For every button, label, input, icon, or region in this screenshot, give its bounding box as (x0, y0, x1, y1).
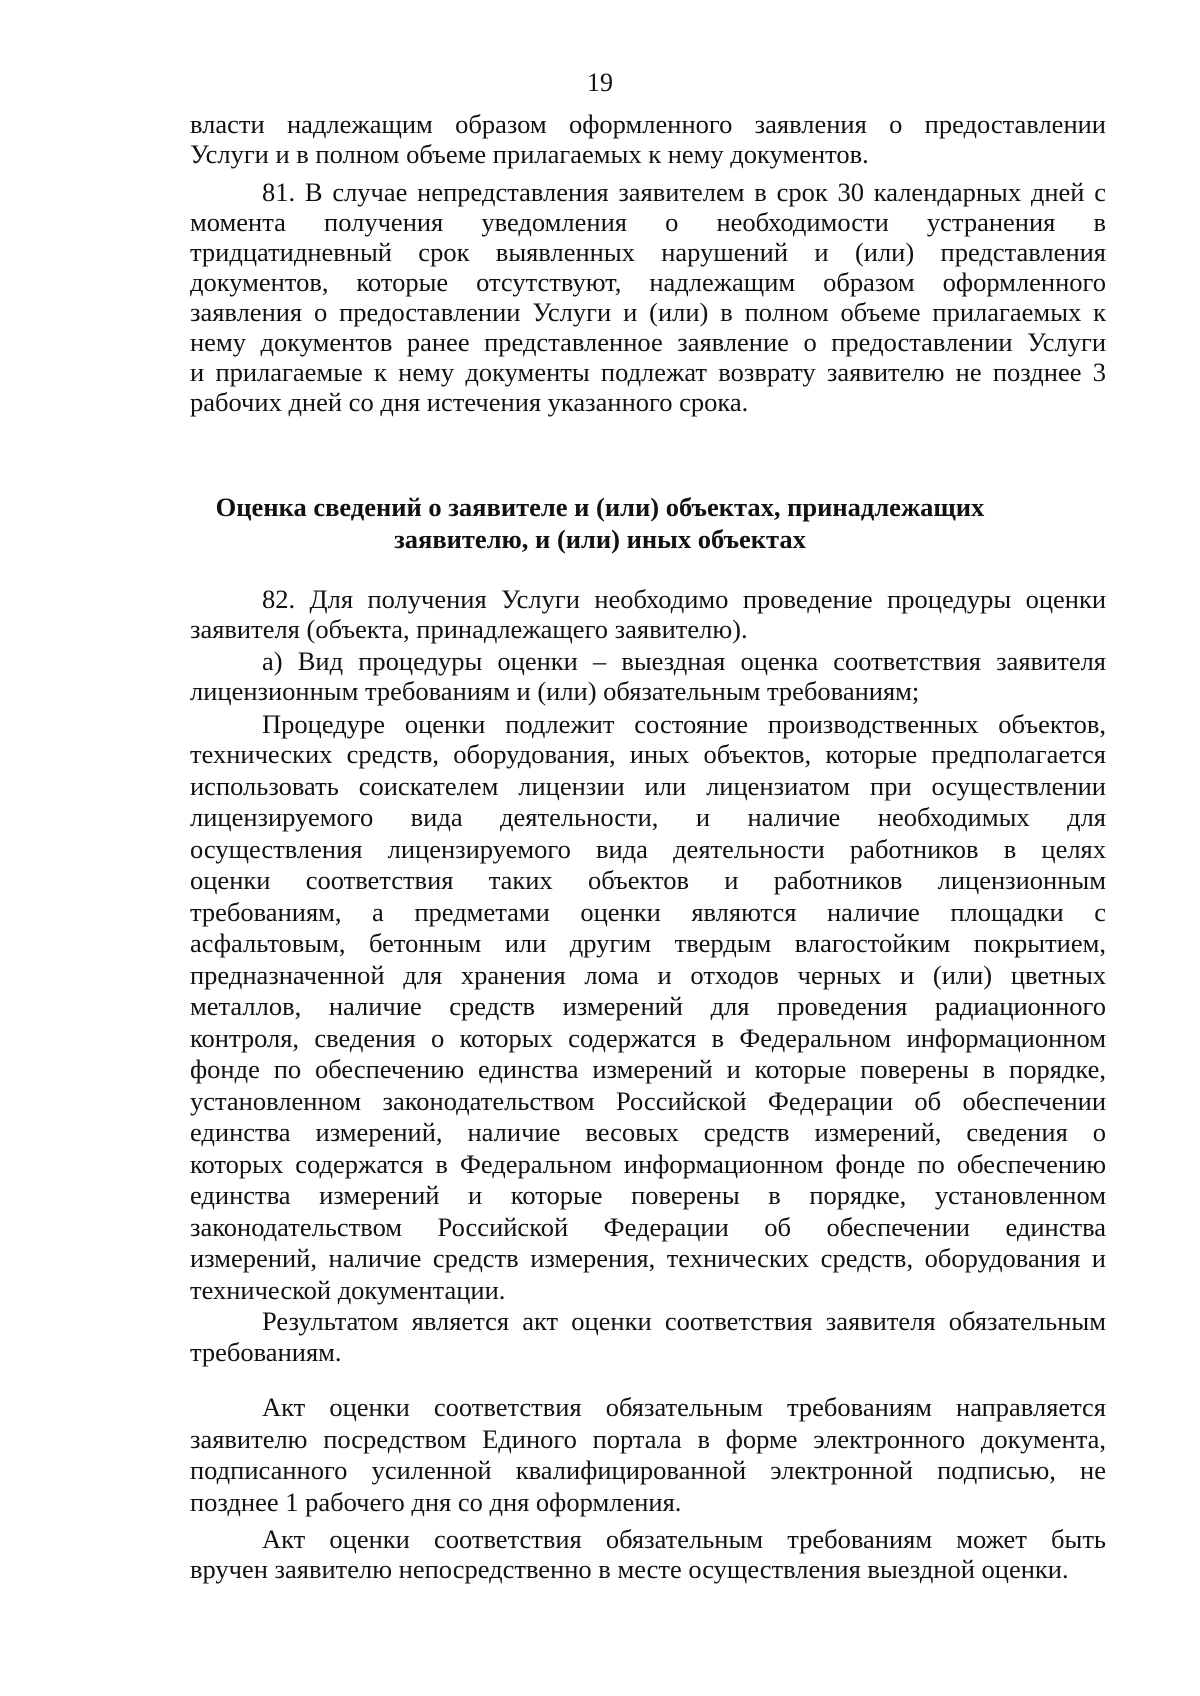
text-line: которых содержатся в Федеральном информационном фонде по обеспечению (190, 1149, 1106, 1179)
text-line: нему документов ранее представленное заявление о предоставлении Услуги (190, 327, 1106, 357)
text-line: законодательством Российской Федерации об обеспечении единства (190, 1212, 1106, 1242)
text-line: 82. Для получения Услуги необходимо проведение процедуры оценки (262, 584, 1106, 614)
page-number: 19 (587, 68, 613, 97)
text-line: подписанного усиленной квалифицированной электронной подписью, не (190, 1455, 1106, 1485)
text-line: требованиям. (190, 1337, 342, 1367)
text-line: измерений, наличие средств измерения, технических средств, оборудования и (190, 1243, 1106, 1273)
text-line: тридцатидневный срок выявленных нарушений и (или) представления (190, 237, 1106, 267)
text-line: оценки соответствия таких объектов и работников лицензионным (190, 865, 1106, 895)
text-line: лицензионным требованиям и (или) обязательным требованиям; (190, 676, 920, 706)
text-line: асфальтовым, бетонным или другим твердым влагостойким покрытием, (190, 928, 1106, 958)
text-line: требованиям, а предметами оценки являются наличие площадки с (190, 897, 1106, 927)
text-line: момента получения уведомления о необходимости устранения в (190, 207, 1106, 237)
text-line: осуществления лицензируемого вида деятельности работников в целях (190, 834, 1106, 864)
text-line: технической документации. (190, 1275, 506, 1305)
text-line: власти надлежащим образом оформленного заявления о предоставлении (190, 109, 1106, 139)
text-line: единства измерений, наличие весовых средств измерений, сведения о (190, 1117, 1106, 1147)
text-line: лицензируемого вида деятельности, и наличие необходимых для (190, 802, 1106, 832)
text-line: заявителю посредством Единого портала в форме электронного документа, (190, 1424, 1106, 1454)
text-line: заявителя (объекта, принадлежащего заявителю). (190, 614, 748, 644)
text-line: Процедуре оценки подлежит состояние производственных объектов, (262, 709, 1106, 739)
text-line: а) Вид процедуры оценки – выездная оценка соответствия заявителя (262, 646, 1106, 676)
text-line: металлов, наличие средств измерений для проведения радиационного (190, 991, 1106, 1021)
text-line: документов, которые отсутствуют, надлежащим образом оформленного (190, 267, 1106, 297)
text-line: и прилагаемые к нему документы подлежат возврату заявителю не позднее 3 (190, 357, 1106, 387)
text-line: 81. В случае непредставления заявителем в срок 30 календарных дней с (262, 177, 1106, 207)
text-line: фонде по обеспечению единства измерений и которые поверены в порядке, (190, 1054, 1106, 1084)
text-line: единства измерений и которые поверены в порядке, установленном (190, 1180, 1106, 1210)
text-line: предназначенной для хранения лома и отходов черных и (или) цветных (190, 960, 1106, 990)
text-line: Результатом является акт оценки соответствия заявителя обязательным (262, 1306, 1106, 1336)
text-line: контроля, сведения о которых содержатся в Федеральном информационном (190, 1023, 1106, 1053)
text-line: установленном законодательством Российской Федерации об обеспечении (190, 1086, 1106, 1116)
text-line: вручен заявителю непосредственно в месте осуществления выездной оценки. (190, 1554, 1069, 1584)
text-line: Акт оценки соответствия обязательным требованиям направляется (262, 1392, 1106, 1422)
text-line: технических средств, оборудования, иных объектов, которые предполагается (190, 739, 1106, 769)
section-heading: Оценка сведений о заявителе и (или) объектах, принадлежащих (215, 492, 985, 522)
text-line: Акт оценки соответствия обязательным требованиям может быть (262, 1524, 1106, 1554)
text-line: Услуги и в полном объеме прилагаемых к нему документов. (190, 139, 869, 169)
text-line: использовать соискателем лицензии или лицензиатом при осуществлении (190, 771, 1106, 801)
text-line: позднее 1 рабочего дня со дня оформления. (190, 1487, 682, 1517)
section-heading: заявителю, и (или) иных объектах (394, 524, 806, 554)
text-line: заявления о предоставлении Услуги и (или) в полном объеме прилагаемых к (190, 297, 1106, 327)
text-line: рабочих дней со дня истечения указанного срока. (190, 387, 749, 417)
